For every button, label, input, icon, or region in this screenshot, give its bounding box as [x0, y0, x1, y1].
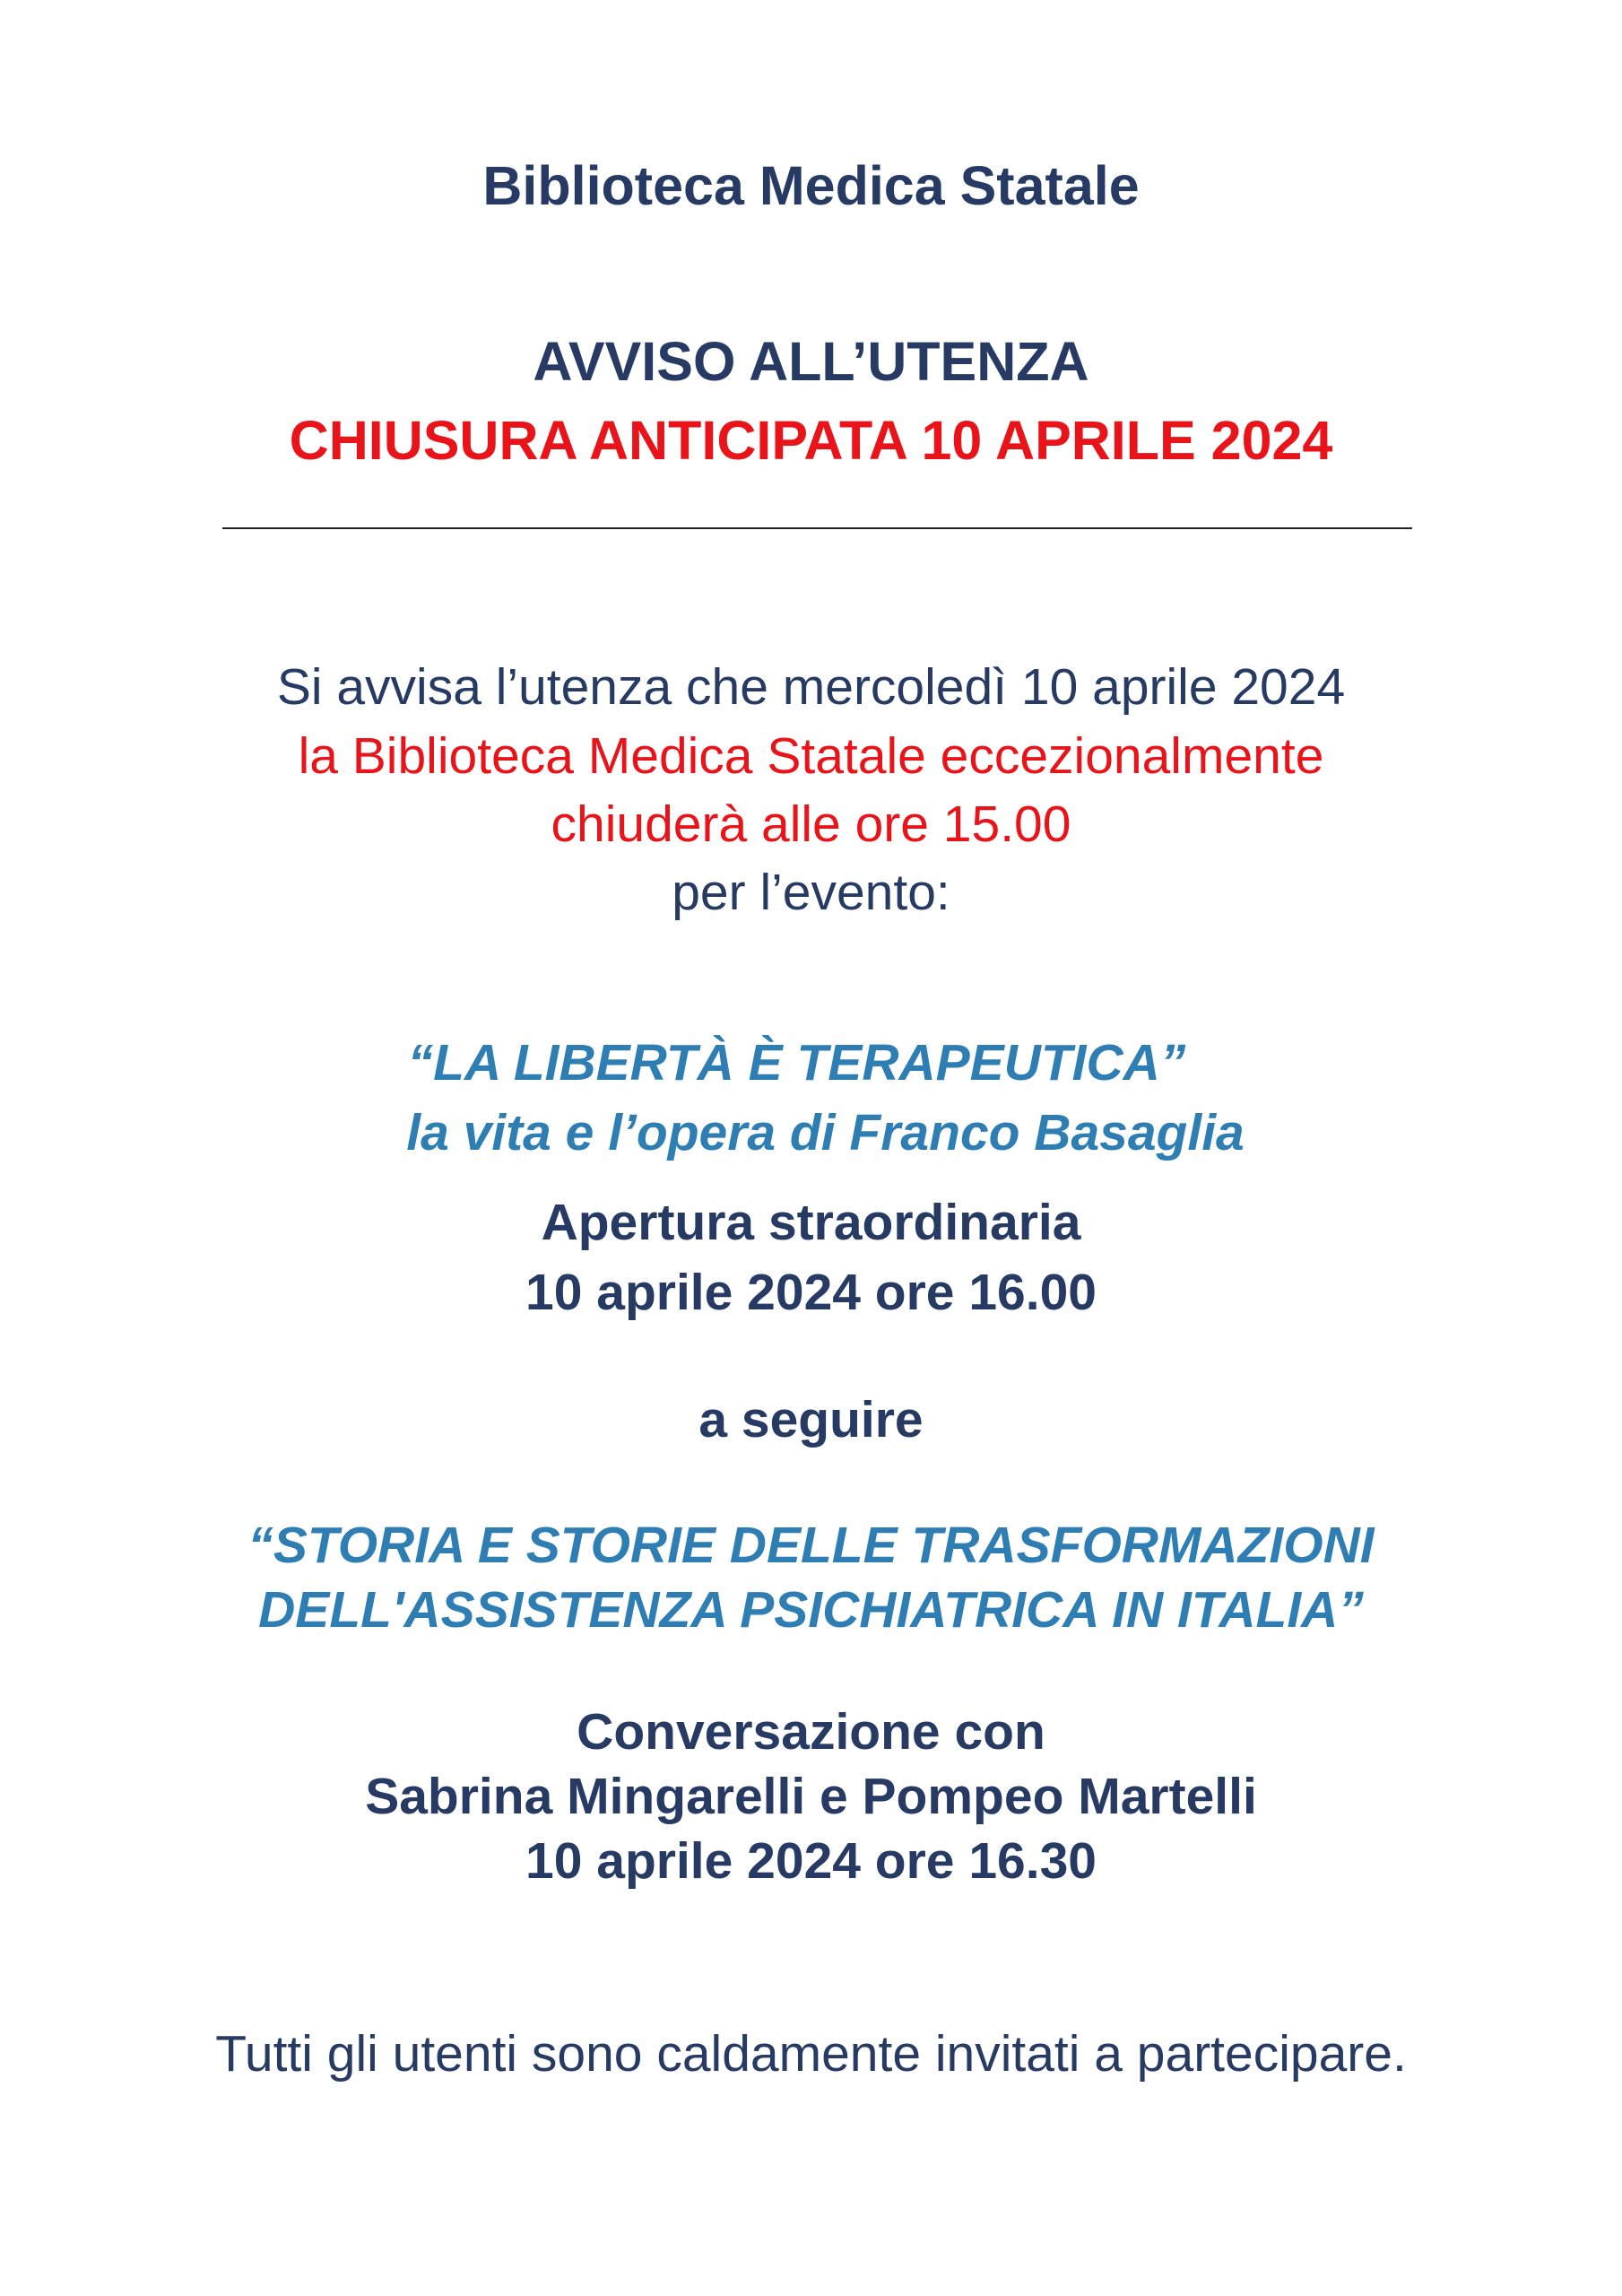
announcement-line-2: la Biblioteca Medica Statale eccezionalmente — [298, 727, 1324, 785]
notice-title: AVVISO ALL’UTENZA — [533, 331, 1089, 392]
invitation-text: Tutti gli utenti sono caldamente invitati a partecipare. — [215, 2025, 1407, 2083]
announcement-line-4: per l’evento: — [672, 864, 950, 921]
event1-datetime: 10 aprile 2024 ore 16.00 — [525, 1264, 1097, 1321]
speakers: Sabrina Mingarelli e Pompeo Martelli — [365, 1768, 1257, 1825]
transition-text: a seguire — [698, 1391, 924, 1448]
institution-title: Biblioteca Medica Statale — [482, 155, 1140, 216]
announcement-line-1: Si avvisa l’utenza che mercoledì 10 aprile 2024 — [276, 658, 1346, 716]
announcement-line-3: chiuderà alle ore 15.00 — [551, 796, 1071, 853]
event1-title: “LA LIBERTÀ È TERAPEUTICA” — [407, 1034, 1186, 1091]
conversation-label: Conversazione con — [577, 1703, 1045, 1761]
divider-rule — [222, 527, 1412, 529]
event1-opening-label: Apertura straordinaria — [541, 1194, 1081, 1251]
event2-datetime: 10 aprile 2024 ore 16.30 — [525, 1832, 1097, 1890]
event1-subtitle: la vita e l’opera di Franco Basaglia — [406, 1104, 1245, 1161]
event2-title-line-1: “STORIA E STORIE DELLE TRASFORMAZIONI — [247, 1517, 1375, 1574]
closure-title: CHIUSURA ANTICIPATA 10 APRILE 2024 — [289, 410, 1333, 471]
event2-title-line-2: DELL'ASSISTENZA PSICHIATRICA IN ITALIA” — [258, 1581, 1364, 1639]
